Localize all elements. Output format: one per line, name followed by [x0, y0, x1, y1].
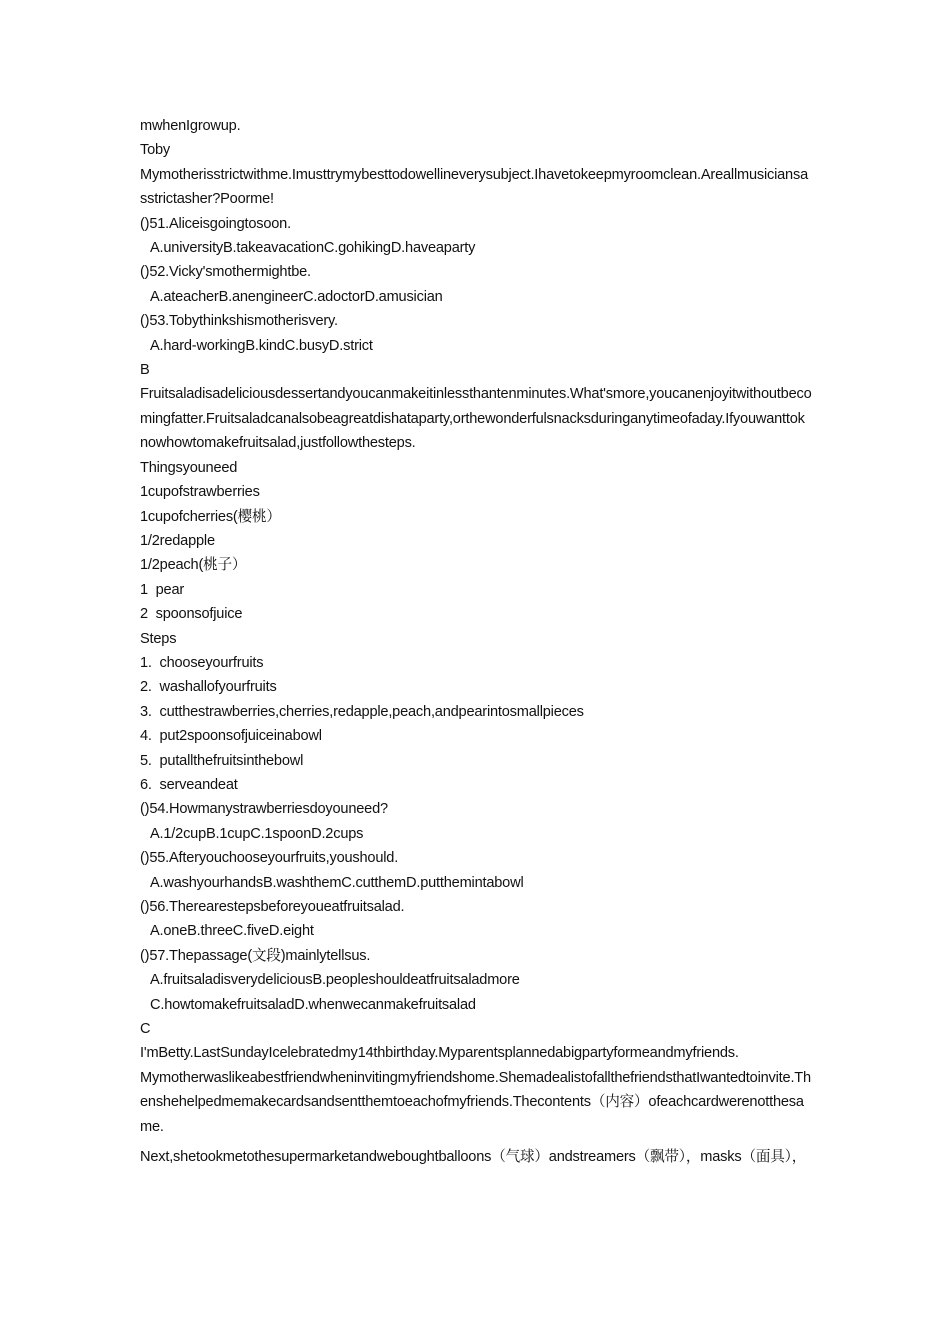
things-heading: Thingsyouneed — [140, 459, 238, 476]
ingredient-item: 1 pear — [140, 581, 185, 598]
question-57-options-cd: C.howtomakefruitsaladD.whenwecanmakefruitsalad — [150, 996, 476, 1013]
question-53: ()53.Tobythinkshismotherisvery. — [140, 313, 338, 330]
ingredient-item: 1cupofstrawberries — [140, 484, 260, 501]
ingredient-item: 1cupofcherries(樱桃） — [140, 508, 281, 525]
step-item: 1. chooseyourfruits — [140, 654, 264, 671]
section-heading-c: C — [140, 1021, 151, 1038]
question-56: ()56.Therearestepsbeforeyoueatfruitsalad. — [140, 899, 405, 915]
passage-c-paragraph-1: I'mBetty.LastSundayIcelebratedmy14thbirthday.Myparentsplannedabigpartyformeandmyfriends. — [140, 1045, 739, 1062]
ingredient-item: 1/2peach(桃子） — [140, 557, 247, 574]
question-57-options-ab: A.fruitsaladisverydeliciousB.peopleshouldeatfruitsaladmore — [150, 972, 520, 989]
question-54-options: A.1/2cupB.1cupC.1spoonD.2cups — [150, 825, 364, 842]
question-55: ()55.Afteryouchooseyourfruits,youshould. — [140, 850, 399, 867]
passage-c-paragraph-2: Mymotherwaslikeabestfriendwheninvitingmyfriendshome.ShemadealistofallthefriendsthatIwantedtoinvite.Thenshehelpedmemakecardsandsentthemtoeachofmyfriends.Thecontents（内容）ofeachcardwerenotthesame. — [140, 1069, 811, 1135]
step-item: 5. putallthefruitsinthebowl — [140, 752, 304, 769]
question-51-options: A.universityB.takeavacationC.gohikingD.haveaparty — [150, 240, 476, 257]
question-55-options: A.washyourhandsB.washthemC.cutthemD.putthemintabowl — [150, 874, 524, 891]
step-item: 6. serveandeat — [140, 776, 238, 793]
question-57: ()57.Thepassage(文段)mainlytellsus. — [140, 947, 371, 964]
section-heading-b: B — [140, 362, 150, 379]
text-line: mwhenIgrowup. — [140, 118, 241, 134]
question-51: ()51.Aliceisgoingtosoon. — [140, 215, 291, 232]
question-52: ()52.Vicky'smothermightbe. — [140, 264, 311, 281]
document-page — [140, 114, 812, 1169]
ingredient-item: 2 spoonsofjuice — [140, 606, 243, 623]
speaker-name: Toby — [140, 142, 171, 159]
ingredient-item: 1/2redapple — [140, 532, 215, 549]
question-56-options: A.oneB.threeC.fiveD.eight — [150, 923, 314, 940]
steps-heading: Steps — [140, 630, 177, 647]
question-53-options: A.hard-workingB.kindC.busyD.strict — [150, 337, 373, 354]
passage-b: Fruitsaladisadeliciousdessertandyoucanmakeitinlessthantenminutes.What'smore,youcanenjoyitwithoutbecomingfatter.Fruitsaladcanalsobeagreatdishataparty,orthewonderfulsnacksduringanytimeofaday.Ifyouwanttoknowhowtomakefruitsalad,justfollowthesteps. — [140, 386, 812, 452]
step-item: 2. washallofyourfruits — [140, 679, 277, 696]
paragraph: Mymotherisstrictwithme.Imusttrymybesttodowellineverysubject.Ihavetokeepmyroomclean.Areallmusiciansasstrictasher?Poorme! — [140, 166, 808, 208]
step-item: 3. cutthestrawberries,cherries,redapple,peach,andpearintosmallpieces — [140, 703, 584, 720]
question-52-options: A.ateacherB.anengineerC.adoctorD.amusician — [150, 288, 443, 305]
question-54: ()54.Howmanystrawberriesdoyouneed? — [140, 801, 388, 818]
step-item: 4. put2spoonsofjuiceinabowl — [140, 728, 322, 745]
passage-c-paragraph-3: Next,shetookmetothesupermarketandweboughtballoons（气球）andstreamers（飘带），masks（面具）， — [140, 1149, 807, 1166]
